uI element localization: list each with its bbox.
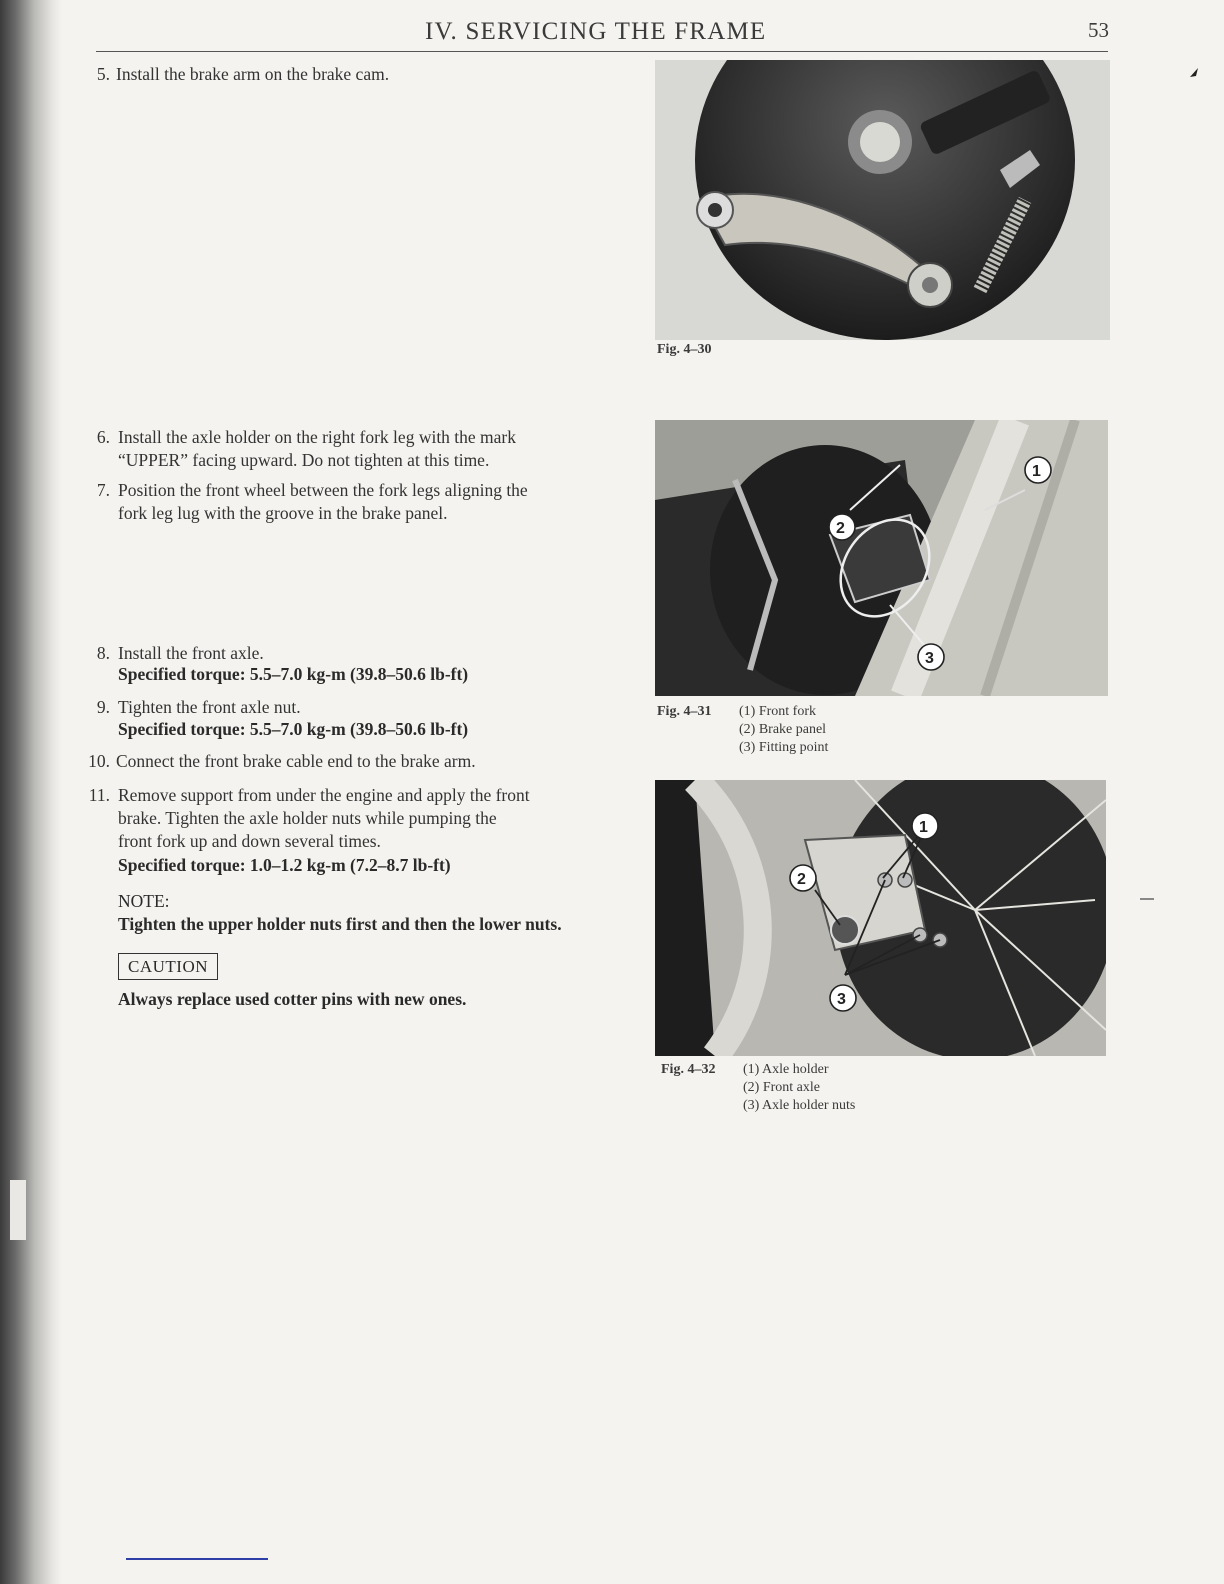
legend-item: (1) Front fork bbox=[739, 704, 816, 719]
figure-label: Fig. 4–31 bbox=[657, 704, 712, 719]
step-text: Tighten the front axle nut. bbox=[118, 697, 301, 717]
callout-1 bbox=[912, 813, 938, 839]
page-binding-shadow bbox=[0, 0, 62, 1584]
page-header-title: IV. SERVICING THE FRAME bbox=[425, 18, 767, 45]
figure-legend bbox=[743, 1061, 855, 1115]
step-number: 7. bbox=[96, 480, 110, 500]
specified-torque: Specified torque: 1.0–1.2 kg-m (7.2–8.7 lb-ft) bbox=[118, 855, 451, 875]
figure-caption bbox=[661, 1061, 856, 1113]
margin-arrow-mark bbox=[1188, 66, 1200, 78]
figure-label: Fig. 4–30 bbox=[657, 342, 712, 357]
figure-label: Fig. 4–32 bbox=[661, 1062, 716, 1077]
figure-caption bbox=[657, 341, 737, 359]
step-text-line: “UPPER” facing upward. Do not tighten at this time. bbox=[118, 450, 490, 470]
header-divider bbox=[96, 51, 1108, 52]
margin-dash-mark bbox=[1140, 898, 1154, 900]
svg-text:3: 3 bbox=[925, 650, 934, 667]
step-number: 6. bbox=[96, 427, 110, 447]
callout-1 bbox=[1025, 457, 1051, 483]
legend-item: (2) Brake panel bbox=[739, 722, 827, 737]
specified-torque: Specified torque: 5.5–7.0 kg-m (39.8–50.6 lb-ft) bbox=[118, 664, 469, 684]
specified-torque: Specified torque: 5.5–7.0 kg-m (39.8–50.6 lb-ft) bbox=[118, 719, 469, 739]
caution-body: Always replace used cotter pins with new ones. bbox=[118, 989, 467, 1009]
callout-2 bbox=[790, 865, 816, 891]
legend-item: (3) Fitting point bbox=[739, 740, 829, 755]
step-number: 11. bbox=[88, 785, 110, 805]
step-text-line: brake. Tighten the axle holder nuts while pumping the bbox=[118, 808, 497, 828]
front-fork-illustration bbox=[655, 420, 1108, 696]
step-text: Install the brake arm on the brake cam. bbox=[116, 64, 390, 84]
svg-text:1: 1 bbox=[1032, 463, 1041, 480]
step-text: Install the front axle. bbox=[118, 643, 264, 663]
svg-text:2: 2 bbox=[836, 520, 845, 537]
axle-holder-illustration bbox=[655, 780, 1106, 1056]
svg-text:1: 1 bbox=[919, 819, 928, 836]
step-text-line: fork leg lug with the groove in the brake panel. bbox=[118, 503, 448, 523]
svg-text:2: 2 bbox=[797, 871, 806, 888]
figure-brake-panel-photo bbox=[655, 60, 1110, 340]
callout-3 bbox=[918, 644, 944, 670]
svg-text:3: 3 bbox=[837, 991, 846, 1008]
figure-legend bbox=[739, 703, 828, 757]
callout-2 bbox=[829, 514, 855, 540]
figure-front-fork-photo bbox=[655, 420, 1108, 696]
step-text-line: front fork up and down several times. bbox=[118, 831, 381, 851]
callout-3 bbox=[830, 985, 856, 1011]
note-heading: NOTE: bbox=[118, 891, 170, 911]
note-body: Tighten the upper holder nuts first and then the lower nuts. bbox=[118, 914, 562, 934]
step-text: Connect the front brake cable end to the brake arm. bbox=[116, 751, 476, 771]
brake-panel-illustration bbox=[655, 60, 1110, 340]
figure-caption bbox=[657, 703, 829, 755]
step-text-line: Install the axle holder on the right fork leg with the mark bbox=[118, 427, 517, 447]
figure-axle-holder-photo bbox=[655, 780, 1106, 1056]
legend-item: (2) Front axle bbox=[743, 1080, 820, 1095]
page-number: 53 bbox=[1088, 18, 1109, 42]
footer-rule bbox=[126, 1558, 268, 1560]
step-number: 5. bbox=[96, 64, 110, 84]
legend-item: (3) Axle holder nuts bbox=[743, 1098, 856, 1113]
caution-label: CAUTION bbox=[118, 953, 218, 980]
step-number: 9. bbox=[96, 697, 110, 717]
step-number: 8. bbox=[96, 643, 110, 663]
step-text-line: Position the front wheel between the fork legs aligning the bbox=[118, 480, 528, 500]
legend-item: (1) Axle holder bbox=[743, 1062, 829, 1077]
step-number: 10. bbox=[88, 751, 110, 771]
step-text-line: Remove support from under the engine and apply the front bbox=[118, 785, 530, 805]
